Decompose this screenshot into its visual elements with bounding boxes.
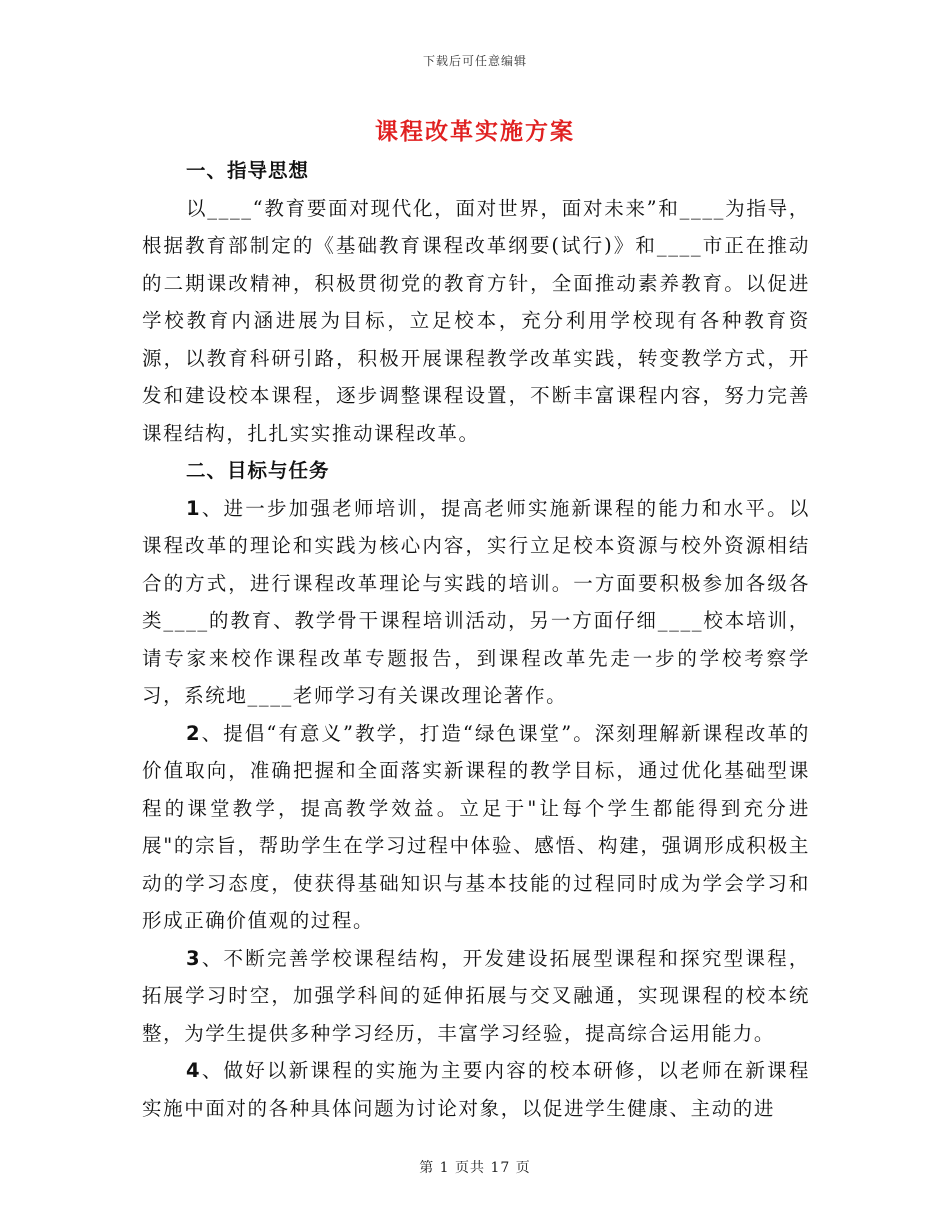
- document-title: 课程改革实施方案: [375, 118, 575, 145]
- paragraph-number: 4: [186, 1059, 202, 1082]
- paragraph-number: 2: [186, 721, 202, 745]
- section-heading-goals-tasks: 二、目标与任务: [186, 459, 330, 482]
- paragraph-text: 、不断完善学校课程结构，开发建设拓展型课程和探究型课程，拓展学习时空，加强学科间的延伸拓展与交叉融通，实现课程的校本统整，为学生提供多种学习经历，丰富学习经验，提高综合运用能力。: [142, 946, 810, 1045]
- section-heading-guiding-ideology: 一、指导思想: [186, 159, 310, 182]
- paragraph-text: 、进一步加强老师培训，提高老师实施新课程的能力和水平。以课程改革的理论和实践为核心内容，实行立足校本资源与校外资源相结合的方式，进行课程改革理论与实践的培训。一方面要积极参加各级各类____的教育、教学骨干课程培训活动，另一方面仔细____校本培训，请专家来校作课程改革专题报告，到课程改革先走一步的学校考察学习，系统地____老师学习有关课改理论著作。: [142, 496, 810, 707]
- paragraph-goal-4: [142, 1052, 810, 1127]
- page-number: 第 1 页共 17 页: [419, 1160, 531, 1176]
- paragraph-text: 、提倡“有意义”教学，打造“绿色课堂”。深刻理解新课程改革的价值取向，准确把握和全面落实新课程的教学目标，通过优化基础型课程的课堂教学，提高教学效益。立足于"让每个学生都能得到充分进展"的宗旨，帮助学生在学习过程中体验、感悟、构建，强调形成积极主动的学习态度，使获得基础知识与基本技能的过程同时成为学会学习和形成正确价值观的过程。: [142, 721, 810, 932]
- paragraph-text: 、做好以新课程的实施为主要内容的校本研修，以老师在新课程实施中面对的各种具体问题为讨论对象，以促进学生健康、主动的进: [142, 1059, 810, 1120]
- paragraph-text: 以____“教育要面对现代化，面对世界，面对未来”和____为指导，根据教育部制定的《基础教育课程改革纲要(试行)》和____市正在推动的二期课改精神，积极贯彻党的教育方针，全面推动素养教育。以促进学校教育内涵进展为目标，立足校本，充分利用学校现有各种教育资源，以教育科研引路，积极开展课程教学改革实践，转变教学方式，开发和建设校本课程，逐步调整课程设置，不断丰富课程内容，努力完善课程结构，扎扎实实推动课程改革。: [142, 196, 810, 445]
- paragraph-guiding-ideology: [142, 190, 810, 453]
- page-header-note: 下载后可任意编辑: [422, 54, 527, 68]
- paragraph-number: 1: [186, 496, 202, 520]
- paragraph-goal-1: [142, 490, 810, 715]
- paragraph-number: 3: [186, 946, 202, 970]
- document-body: [142, 152, 810, 1127]
- paragraph-goal-2: [142, 715, 810, 940]
- paragraph-goal-3: [142, 940, 810, 1053]
